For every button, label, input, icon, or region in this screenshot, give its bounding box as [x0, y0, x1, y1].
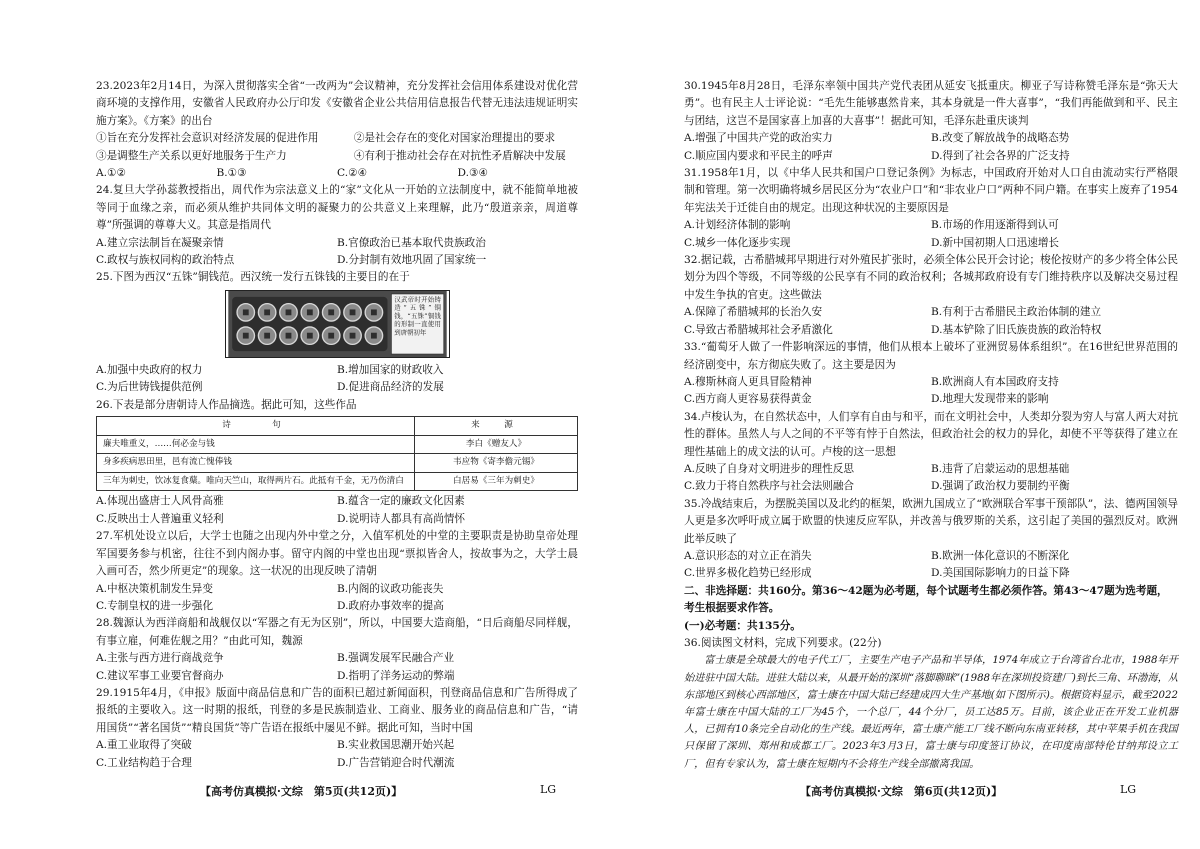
question-31 [684, 165, 1178, 252]
question-33 [684, 339, 1178, 409]
statement-4: ④有利于推动社会存在对抗性矛盾解决中发展 [353, 149, 566, 162]
option-c: C.工业结构趋于合理 [96, 756, 192, 769]
option-c: C.顺应国内要求和平民主的呼声 [684, 149, 833, 162]
option-b: B.蕴含一定的廉政文化因素 [337, 495, 465, 508]
question-stem: 28.魏源认为西洋商船和战舰仅以“军器之有无为区别”，所以，中国要大造商船，“日后商船尽同样舰，有事立雇，何难佐舰之用？”由此可知，魏源 [96, 617, 578, 647]
option-d: D.说明诗人都具有高尚情怀 [337, 512, 466, 525]
poem-cell: 廉夫唯重义，……何必金与钱 [97, 435, 415, 454]
poem-column-header: 诗 句 [97, 417, 415, 436]
option-a: A.增强了中国共产党的政治实力 [684, 132, 833, 145]
question-27 [96, 528, 578, 615]
question-32 [684, 252, 1178, 339]
option-b: B.内阁的议政功能丧失 [337, 582, 444, 595]
option-b: B.增加国家的财政收入 [337, 363, 444, 376]
question-26 [96, 397, 578, 529]
coin-mold-photo [225, 290, 450, 358]
question-34 [684, 409, 1178, 496]
option-a: A.体现出盛唐士人风骨高雅 [96, 495, 224, 508]
option-a: A.意识形态的对立正在消失 [684, 549, 812, 562]
option-d: D.强调了政治权力要制约平衡 [931, 480, 1070, 493]
option-a: A.穆斯林商人更具冒险精神 [684, 375, 812, 388]
statement-2: ②是社会存在的变化对国家治理提出的要求 [353, 132, 556, 145]
option-a: A.反映了自身对文明进步的理性反思 [684, 462, 854, 475]
poem-cell: 身多疾病思田里，邑有流亡愧俸钱 [97, 454, 415, 473]
question-29 [96, 685, 578, 772]
option-d: D.③④ [457, 167, 488, 180]
option-c: C.世界多极化趋势已经形成 [684, 567, 812, 580]
option-b: B.强调发展军民融合产业 [337, 652, 455, 665]
statement-3: ③是调整生产关系以更好地服务于生产力 [96, 149, 287, 162]
table-row [97, 472, 578, 491]
table-row [97, 454, 578, 473]
page-footer: 【高考仿真模拟·文综 第5页(共12页)】 [200, 785, 403, 798]
question-36-material: 富士康是全球最大的电子代工厂，主要生产电子产品和半导体，1974年成立于台湾省台北市，1988年开始进驻中国大陆。进驻大陆以来，从最开始的深圳“落脚聊眯”(1988年在深圳投资建厂)到长三角、环渤海，从东部地区到核心西部地区，富士康在中国大陆已经建成四大生产基地(如下图所示)。根据资料显示，截至2022年富士康在中国大陆的工厂为45个，一个总厂，44个分厂，员工达85万。目前，该企业正在开发工业机器人，已拥有10条完全自动化的生产线。最近两年，富士康产能工厂线不断向东南亚转移，其中苹果手机在我国只保留了深圳、郑州和成都工厂。2023年3月3日，富士康与印度签订协议，在印度南部特伦甘纳邦设立工厂，但有专家认为，富士康在短期内不会将生产线全部撤离我国。 [684, 655, 1178, 770]
option-c: C.反映出士人普遍重义轻利 [96, 512, 224, 525]
question-36-stem: 36.阅读图文材料，完成下列要求。(22分) [684, 637, 882, 649]
section-heading: 二、非选择题：共160分。第36～42题为必考题，每个试题考生都必须作答。第43～47题为选考题，考生根据要求作答。 [684, 584, 1168, 615]
option-c: C.专制皇权的进一步强化 [96, 599, 214, 612]
option-d: D.分封制有效地巩固了国家统一 [337, 254, 487, 267]
question-stem: 23.2023年2月14日，为深入贯彻落实全省“一改两为”会议精神，充分发挥社会信用体系建设对优化营商环境的支撑作用，安徽省人民政府办公厅印发《安徽省企业公共信用信息报告代替无违法违规证明实施方案》。《方案》的出台 [96, 80, 578, 127]
page-footer: 【高考仿真模拟·文综 第6页(共12页)】 [800, 785, 1003, 798]
option-a: A.建立宗法制旨在凝聚亲情 [96, 236, 224, 249]
option-c: C.政权与族权同构的政治特点 [96, 254, 235, 267]
option-b: B.改变了解放战争的战略态势 [931, 132, 1070, 145]
option-c: C.为后世铸钱提供范例 [96, 381, 203, 394]
question-stem: 32.据记载，古希腊城邦早期进行对外殖民扩张时，必须全体公民开会讨论；梭伦按财产的多少将全体公民划分为四个等级，不同等级的公民享有不同的政治权利；各城邦政府设有专门维持秩序以及解决交易过程中发生争执的官吏。这些做法 [684, 254, 1178, 301]
option-b: B.官僚政治已基本取代贵族政治 [337, 236, 486, 249]
right-page [600, 0, 1200, 849]
option-d: D.得到了社会各界的广泛支持 [931, 149, 1070, 162]
option-c: C.城乡一体化逐步实现 [684, 236, 791, 249]
option-d: D.基本铲除了旧氏族贵族的政治特权 [931, 323, 1102, 336]
option-b: B.市场的作用逐渐得到认可 [931, 219, 1059, 232]
option-d: D.政府办事效率的提高 [337, 599, 444, 612]
statement-1: ①旨在充分发挥社会意识对经济发展的促进作用 [96, 132, 319, 145]
option-d: D.促进商品经济的发展 [337, 381, 444, 394]
page-code: LG [1120, 783, 1137, 796]
page-code: LG [540, 783, 557, 796]
question-23 [96, 78, 578, 182]
question-stem: 26.下表是部分唐朝诗人作品摘选。据此可知，这些作品 [96, 398, 357, 411]
option-c: C.导致古希腊城邦社会矛盾激化 [684, 323, 833, 336]
question-35 [684, 496, 1178, 583]
option-a: A.计划经济体制的影响 [684, 219, 791, 232]
option-a: A.保障了希腊城邦的长治久安 [684, 306, 823, 319]
question-stem: 31.1958年1月，以《中华人民共和国户口登记条例》为标志，中国政府开始对人口自由流动实行严格限制和管理。第一次明确将城乡居民区分为“农业户口”和“非农业户口”两种不同户籍。在事实上废弃了1954年宪法关于迁徙自由的规定。出现这种状况的主要原因是 [684, 167, 1178, 214]
option-b: B.欧洲商人有本国政府支持 [931, 375, 1059, 388]
question-stem: 25.下图为西汉“五铢”铜钱范。西汉统一发行五铢钱的主要目的在于 [96, 271, 410, 284]
option-c: C.建议军事工业要官督商办 [96, 669, 224, 682]
question-stem: 29.1915年4月，《申报》版面中商品信息和广告的面积已超过新闻面积，刊登商品信息和广告所得成了报纸的主要收入。这一时期的报纸，刊登的多是民族制造业、工商业、服务业的商品信息和广告，“请用国货”“著名国货”“精良国货”等广告语在报纸中屡见不鲜。据此可知，当时中国 [96, 686, 578, 734]
source-cell: 李白《赠友人》 [415, 435, 578, 454]
source-cell: 白居易《三年为刺史》 [415, 472, 578, 491]
option-d: D.广告营销迎合时代潮流 [337, 756, 455, 769]
question-25 [96, 269, 578, 396]
poem-cell: 三年为刺史，饮冰复食蘖。唯向天竺山，取得两片石。此抵有千金，无乃伤清白 [97, 472, 415, 491]
question-30 [684, 78, 1178, 165]
question-stem: 34.卢梭认为，在自然状态中，人们享有自由与和平，而在文明社会中，人类却分裂为穷人与富人两大对抗性的群体。虽然人与人之间的不平等有悖于自然法，但政治社会的权力的异化，却使不平等获得了建立在理性基础上的成文法的认可。卢梭的这一思想 [684, 410, 1178, 458]
question-stem: 35.冷战结束后，为摆脱美国以及北约的框架，欧洲九国成立了“欧洲联合军事干预部队”，法、德两国领导人更是多次呼吁成立属于欧盟的快速反应军队，并改善与俄罗斯的关系，这引起了美国的强烈反对。欧洲此举反映了 [684, 497, 1178, 545]
source-column-header: 来 源 [415, 417, 578, 436]
option-d: D.美国国际影响力的日益下降 [931, 567, 1070, 580]
question-24 [96, 182, 578, 269]
table-row [97, 435, 578, 454]
option-d: D.地理大发现带来的影响 [931, 393, 1049, 406]
option-d: D.新中国初期人口迅速增长 [931, 236, 1060, 249]
option-a: A.主张与西方进行商战竞争 [96, 652, 224, 665]
poem-table [96, 416, 578, 491]
question-stem: 24.复旦大学孙蕊教授指出，周代作为宗法意义上的“家”文化从一开始的立法制度中，就不能简单地被等同于血缘之亲，而必须从维护共同体文明的凝聚力的公共意义上来理解，此乃“殷道亲亲，周道尊尊”所强调的尊尊大义。其意是指周代 [96, 184, 578, 232]
question-stem: 27.军机处设立以后，大学士也随之出现内外中堂之分，入值军机处的中堂的主要职责是协助皇帝处理军国要务参与机密，往往不到内阁办事。留守内阁的中堂也出现“票拟皆舍人，按故事为之，大学士晨入画可否，然少所更定”的现象。这一状况的出现反映了清朝 [96, 530, 578, 578]
option-a: A.加强中央政府的权力 [96, 363, 203, 376]
source-cell: 韦应物《寄李儋元锡》 [415, 454, 578, 473]
option-d: D.指明了洋务运动的弊端 [337, 669, 455, 682]
option-b: B.实业救国思潮开始兴起 [337, 739, 455, 752]
option-c: C.②④ [337, 167, 368, 180]
option-c: C.致力于将自然秩序与社会法则融合 [684, 480, 855, 493]
option-b: B.①③ [216, 167, 247, 180]
option-a: A.①② [96, 167, 127, 180]
question-stem: 30.1945年8月28日，毛泽东率领中国共产党代表团从延安飞抵重庆。柳亚子写诗称赞毛泽东是“弥天大勇”。也有民主人士评论说：“毛先生能够惠然肯来，其本身就是一件大喜事”，“我们再能做到和平、民主与团结，这岂不是国家喜上加喜的大喜事”！据此可知，毛泽东赴重庆谈判 [684, 80, 1178, 127]
option-b: B.欧洲一体化意识的不断深化 [931, 549, 1070, 562]
figure-caption: 汉武帝时开始铸造“五铢”铜钱，“五铢”铜钱的形制一直使用到唐朝初年 [393, 295, 441, 337]
question-28 [96, 615, 578, 685]
coin-mold-figure [96, 290, 578, 358]
option-b: B.有利于古希腊民主政治体制的建立 [931, 306, 1102, 319]
option-a: A.重工业取得了突破 [96, 739, 192, 752]
option-b: B.违背了启蒙运动的思想基础 [931, 462, 1070, 475]
option-a: A.中枢决策机制发生异变 [96, 582, 213, 595]
option-c: C.西方商人更容易获得黄金 [684, 393, 812, 406]
question-stem: 33.“葡萄牙人做了一件影响深远的事情，他们从根本上破坏了亚洲贸易体系组织”。在16世纪世界范围的经济剧变中，东方彻底失败了。这主要是因为 [684, 341, 1178, 371]
subsection-heading: (一)必考题：共135分。 [684, 619, 801, 632]
